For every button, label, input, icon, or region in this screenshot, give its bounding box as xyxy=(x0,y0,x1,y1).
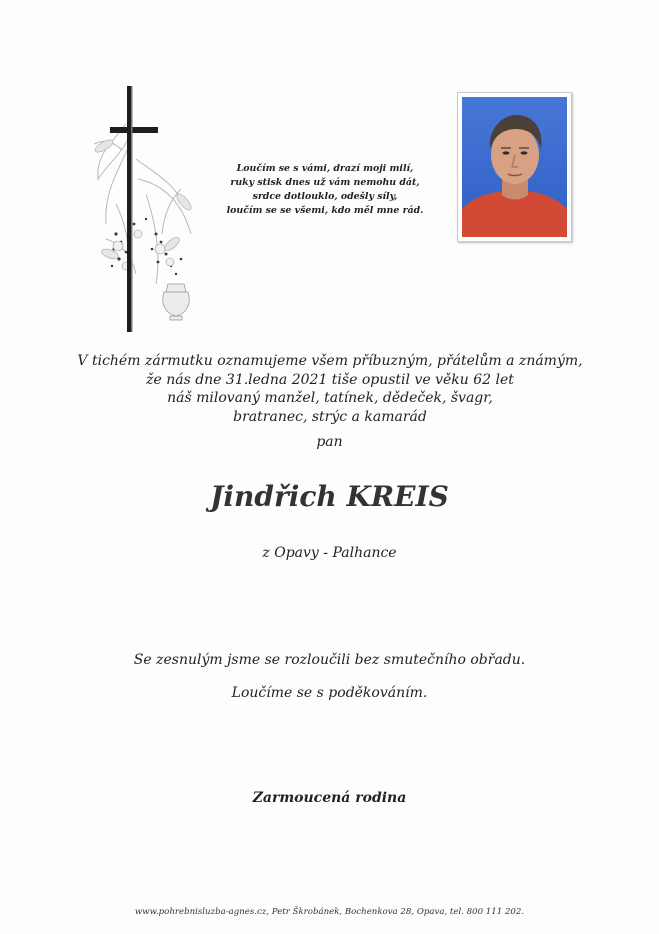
funeral-service-footer: www.pohrebnisluzba-agnes.cz, Petr Škrobánek, Bochenkova 28, Opava, tel. 800 111 202. xyxy=(134,907,525,917)
family-signature: Zarmoucená rodina xyxy=(252,790,407,806)
cross-with-flowers-image xyxy=(86,84,202,334)
poem-line: loučím se se všemi, kdo měl mne rád. xyxy=(226,205,424,216)
thanks-note: Loučíme se s poděkováním. xyxy=(231,685,428,701)
farewell-poem xyxy=(200,162,450,218)
announcement-line: že nás dne 31.ledna 2021 tiše opustil ve věku 62 let xyxy=(146,371,514,388)
honorific: pan xyxy=(316,434,343,450)
portrait-image xyxy=(462,97,567,237)
announcement-line: bratranec, strýc a kamarád xyxy=(233,408,427,425)
announcement-line: V tichém zármutku oznamujeme všem příbuzným, přátelům a známým, xyxy=(77,353,583,369)
portrait-photo xyxy=(457,92,572,242)
death-announcement xyxy=(60,352,600,426)
ceremony-note: Se zesnulým jsme se rozloučili bez smutečního obřadu. xyxy=(133,652,526,668)
poem-line: srdce dotlouklo, odešly síly, xyxy=(252,191,398,202)
announcement-line: náš milovaný manžel, tatínek, dědeček, švagr, xyxy=(167,390,493,406)
deceased-name: Jindřich KREIS xyxy=(210,480,449,513)
poem-line: Loučím se s vámi, drazí moji milí, xyxy=(236,163,414,174)
poem-line: ruky stisk dnes už vám nemohu dát, xyxy=(230,177,420,188)
origin-place: z Opavy - Palhance xyxy=(262,545,397,561)
